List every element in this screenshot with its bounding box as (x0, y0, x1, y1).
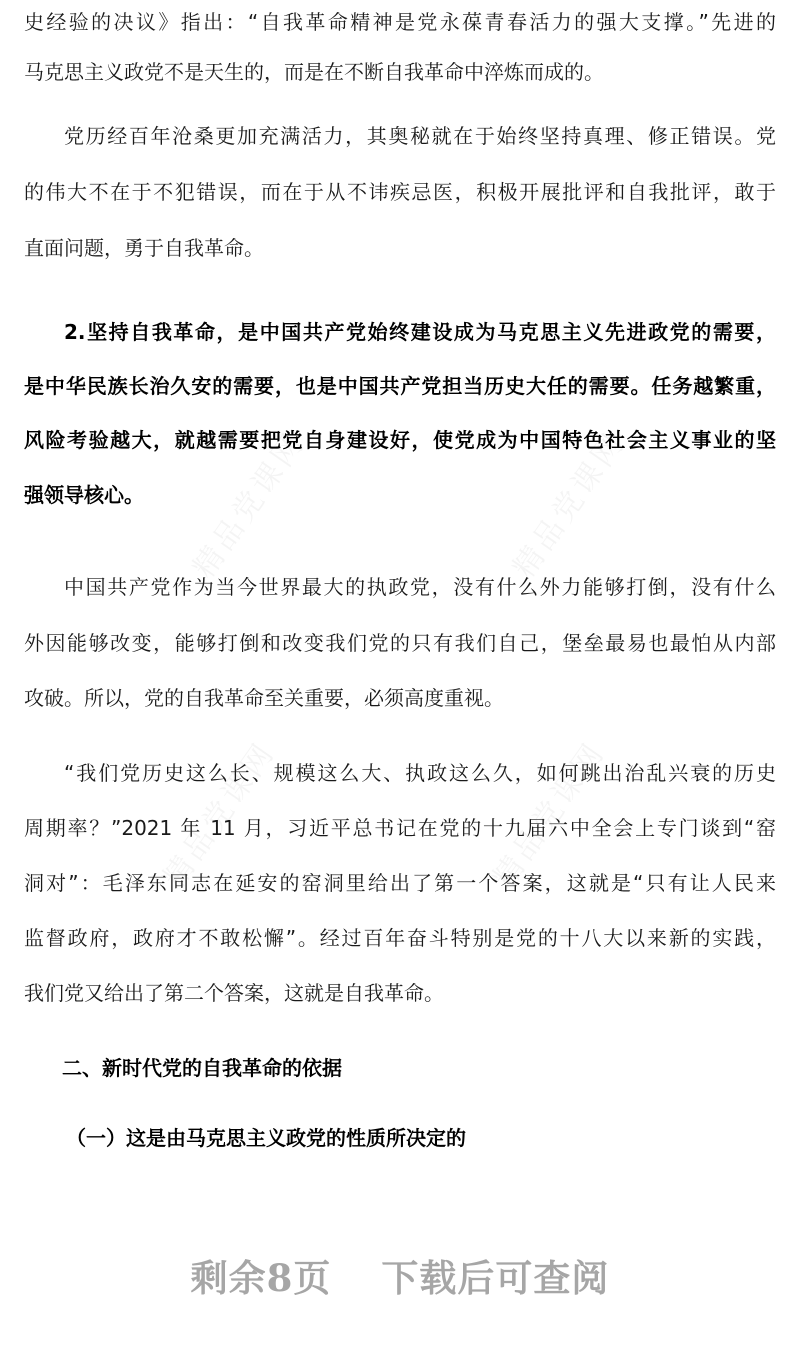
text-line: 的伟大不在于不犯错误，而在于从不讳疾忌医，积极开展批评和自我批评，敢于 (24, 180, 776, 204)
text-line: 马克思主义政党不是天生的，而是在不断自我革命中淬炼而成的。 (24, 60, 604, 84)
text-line: 监督政府，政府才不敢松懈”。经过百年奋斗特别是党的十八大以来新的实践， (24, 926, 776, 950)
text-line: 党历经百年沧桑更加充满活力，其奥秘就在于始终坚持真理、修正错误。党 (64, 124, 776, 148)
download-to-view-label: 下载后可查阅 (381, 1256, 610, 1300)
text-line: “我们党历史这么长、规模这么大、执政这么久，如何跳出治乱兴衰的历史 (64, 761, 776, 785)
download-prompt[interactable] (0, 1248, 800, 1302)
text-line: 周期率？”2021 年 11 月，习近平总书记在党的十九届六中全会上专门谈到“窑 (24, 816, 776, 840)
text-line: 外因能够改变，能够打倒和改变我们党的只有我们自己，堡垒最易也最怕从内部 (24, 631, 776, 655)
text-line: 我们党又给出了第二个答案，这就是自我革命。 (24, 981, 444, 1005)
text-line: 攻破。所以，党的自我革命至关重要，必须高度重视。 (24, 686, 504, 710)
text-line: 洞对”：毛泽东同志在延安的窑洞里给出了第一个答案，这就是“只有让人民来 (24, 871, 776, 895)
text-line: 强领导核心。 (24, 483, 144, 507)
text-line: 2.坚持自我革命，是中国共产党始终建设成为马克思主义先进政党的需要， (64, 320, 776, 344)
text-line: 史经验的决议》指出：“自我革命精神是党永葆青春活力的强大支撑。”先进的 (24, 10, 776, 34)
subsection-heading: （一）这是由马克思主义政党的性质所决定的 (66, 1126, 466, 1150)
text-line: 中国共产党作为当今世界最大的执政党，没有什么外力能够打倒，没有什么 (64, 575, 776, 599)
section-heading: 二、新时代党的自我革命的依据 (62, 1056, 342, 1080)
remaining-pages-label: 剩余8页 (190, 1256, 332, 1300)
text-line: 是中华民族长治久安的需要，也是中国共产党担当历史大任的需要。任务越繁重， (24, 374, 776, 398)
text-line: 直面问题，勇于自我革命。 (24, 236, 264, 260)
text-line: 风险考验越大，就越需要把党自身建设好，使党成为中国特色社会主义事业的坚 (24, 428, 776, 452)
